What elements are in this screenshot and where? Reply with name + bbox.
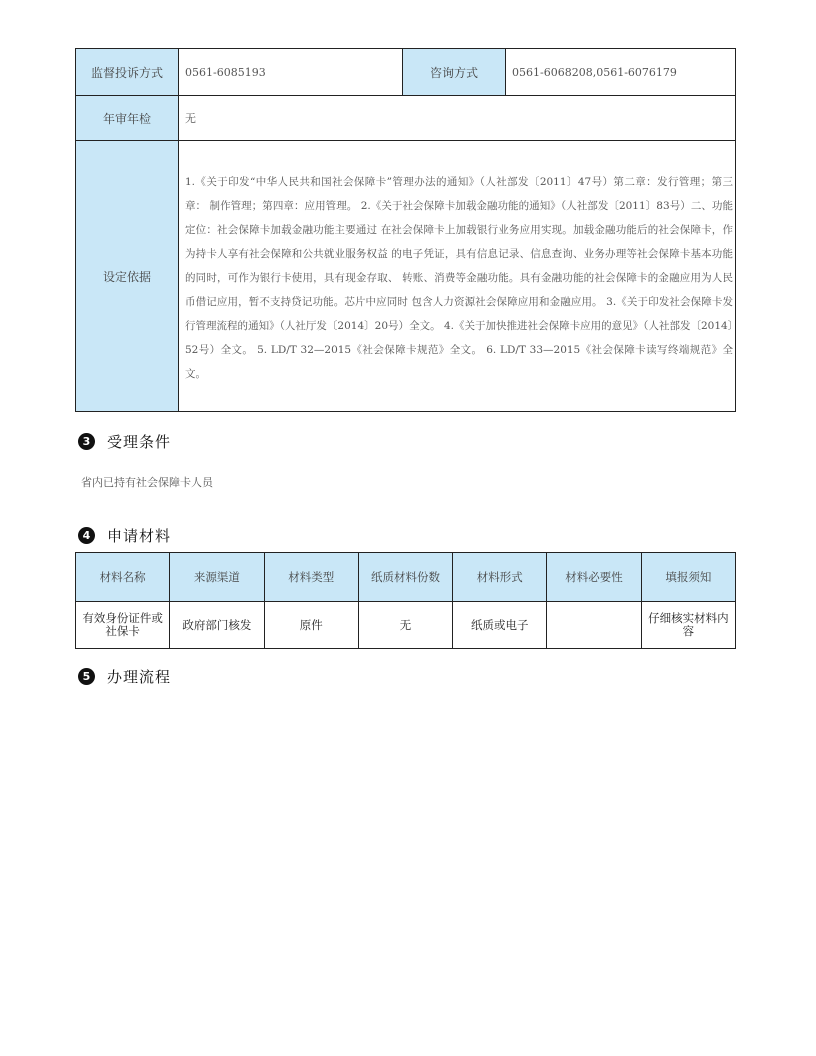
section-process — [78, 666, 171, 687]
consult-value: 0561-6068208,0561-6076179 — [506, 49, 736, 96]
basis-label: 设定依据 — [76, 141, 179, 412]
section-number-5: 5 — [78, 668, 95, 685]
column-header: 材料名称 — [76, 553, 170, 602]
table-row — [76, 602, 736, 649]
section-title: 受理条件 — [107, 433, 172, 451]
materials-table — [75, 552, 736, 649]
column-header: 材料类型 — [264, 553, 358, 602]
section-title: 办理流程 — [107, 668, 172, 686]
table-header-row — [76, 553, 736, 602]
annual-value: 无 — [179, 96, 736, 141]
section-acceptance-conditions — [78, 431, 171, 452]
basis-value: 1.《关于印发“中华人民共和国社会保障卡”管理办法的通知》（人社部发〔2011〕47号）第二章：发行管理；第三章： 制作管理；第四章：应用管理。 2.《关于社会保障卡加载金融功能的通知》（人社部发〔2011〕83号）二、功能定位：社会保障卡加载金融功能主要通过 在社会保障卡上加载银行业务应用实现。加载金融功能后的社会保障卡，作为持卡人享有社会保障和公共就业服务权益 的电子凭证，具有信息记录、信息查询、业务办理等社会保障卡基本功能的同时，可作为银行卡使用，具有现金存取、 转账、消费等金融功能。具有金融功能的社会保障卡的金融应用为人民币借记应用，暂不支持贷记功能。芯片中应同时 包含人力资源社会保障应用和金融应用。 3.《关于印发社会保障卡发行管理流程的通知》（人社厅发〔2014〕20号）全文。 4.《关于加快推进社会保障卡应用的意见》（人社部发〔2014〕52号）全文。 5. LD/T 32—2015《社会保障卡规范》全文。 6. LD/T 33—2015《社会保障卡读写终端规范》全文。 — [179, 141, 736, 412]
column-header: 纸质材料份数 — [358, 553, 452, 602]
material-form: 纸质或电子 — [453, 602, 547, 649]
complaint-value: 0561-6085193 — [179, 49, 403, 96]
material-necessity — [547, 602, 641, 649]
section-number-4: 4 — [78, 527, 95, 544]
material-paper-copies: 无 — [358, 602, 452, 649]
info-table — [75, 48, 736, 412]
column-header: 材料形式 — [453, 553, 547, 602]
material-name: 有效身份证件或社保卡 — [76, 602, 170, 649]
section-number-3: 3 — [78, 433, 95, 450]
annual-label: 年审年检 — [76, 96, 179, 141]
material-source: 政府部门核发 — [170, 602, 264, 649]
column-header: 来源渠道 — [170, 553, 264, 602]
section-title: 申请材料 — [107, 527, 172, 545]
column-header: 材料必要性 — [547, 553, 641, 602]
section-application-materials — [78, 525, 171, 546]
complaint-label: 监督投诉方式 — [76, 49, 179, 96]
column-header: 填报须知 — [641, 553, 735, 602]
acceptance-condition-text: 省内已持有社会保障卡人员 — [81, 476, 213, 489]
consult-label: 咨询方式 — [403, 49, 506, 96]
material-notes: 仔细核实材料内容 — [641, 602, 735, 649]
material-type: 原件 — [264, 602, 358, 649]
